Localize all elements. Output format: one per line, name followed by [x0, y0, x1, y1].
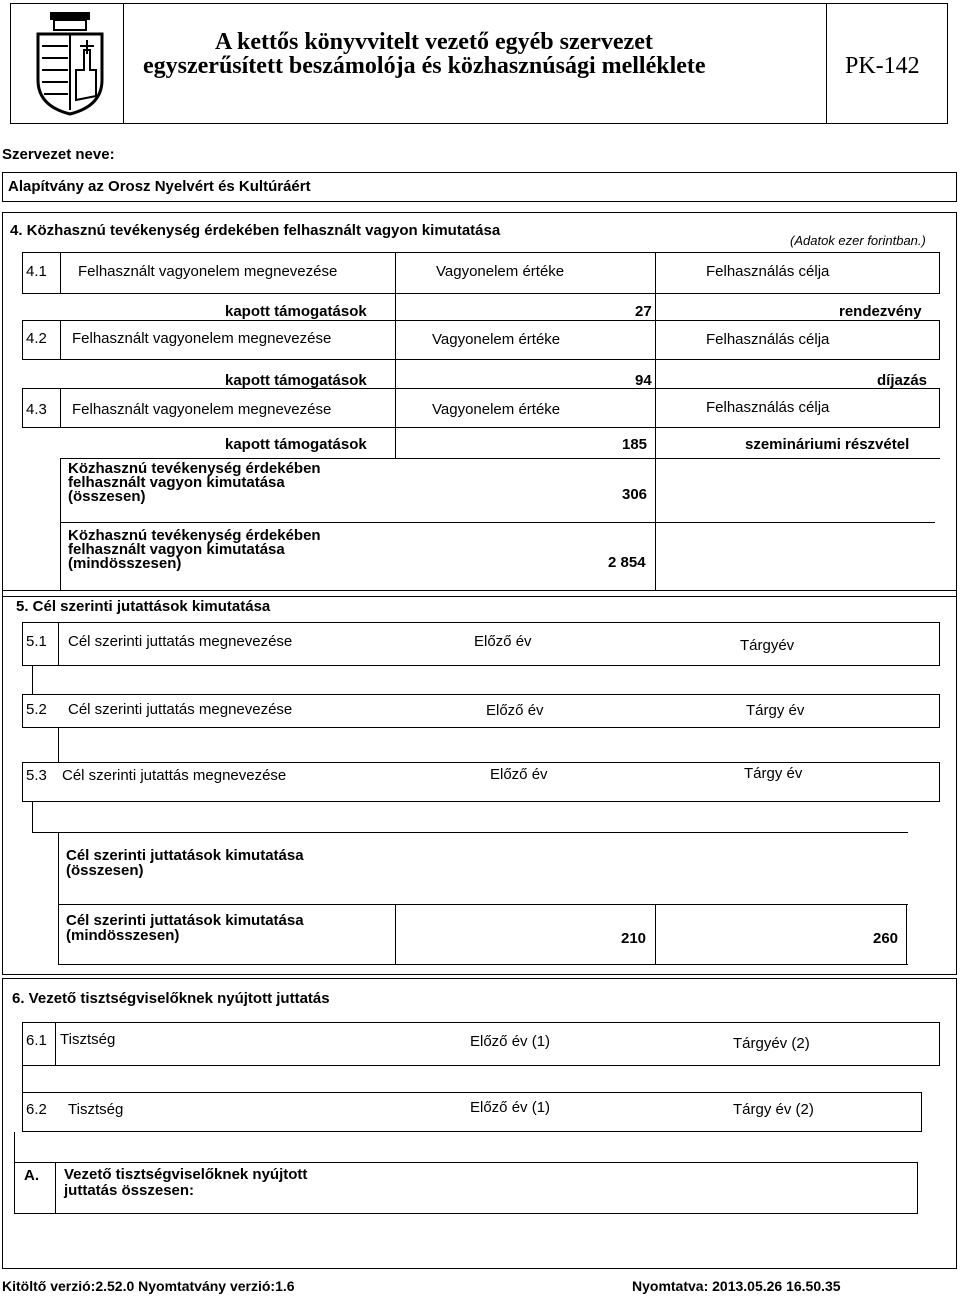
section4-total-label-3: (összesen) — [68, 488, 146, 505]
divider — [58, 728, 59, 762]
section4-total-label-1: Közhasznú tevékenység érdekében — [68, 460, 321, 477]
form-title-line2: egyszerűsített beszámolója és közhasznúsági melléklete — [143, 53, 706, 79]
col-purpose-header: Felhasználás célja — [706, 399, 830, 416]
divider — [655, 458, 656, 590]
divider — [395, 904, 396, 964]
section4-grand-label-1: Közhasznú tevékenység érdekében — [68, 527, 321, 544]
row-number: 4.1 — [26, 263, 47, 280]
header-divider-right — [826, 3, 827, 124]
divider — [655, 904, 656, 964]
col-prev-header: Előző év — [474, 633, 532, 650]
section4-grand-label-3: (mindösszesen) — [68, 555, 182, 572]
asset-name: kapott támogatások — [225, 303, 367, 320]
row-number: 5.1 — [26, 633, 47, 650]
divider — [60, 458, 940, 459]
row-number: 5.3 — [26, 767, 47, 784]
asset-name: kapott támogatások — [225, 436, 367, 453]
divider — [60, 388, 61, 428]
org-label: Szervezet neve: — [2, 146, 115, 163]
section6-sum-label-2: juttatás összesen: — [64, 1182, 195, 1199]
divider — [395, 388, 396, 428]
org-name: Alapítvány az Orosz Nyelvért és Kultúráért — [8, 178, 311, 195]
divider — [395, 428, 396, 458]
divider — [58, 904, 908, 905]
col-value-header: Vagyonelem értéke — [432, 401, 561, 418]
divider — [32, 832, 908, 833]
col-prev-header: Előző év — [486, 702, 544, 719]
section5-grand-prev: 210 — [621, 930, 647, 947]
divider — [32, 802, 33, 832]
section4-grand-value: 2 854 — [608, 554, 646, 571]
divider — [655, 360, 656, 388]
col-purpose-header: Felhasználás célja — [706, 331, 830, 348]
divider — [395, 360, 396, 388]
section5-grand-label-1: Cél szerinti juttatások kimutatása — [66, 912, 304, 929]
divider — [60, 458, 61, 590]
col-curr-header: Tárgyév — [740, 637, 795, 654]
divider — [655, 428, 656, 458]
divider — [655, 252, 656, 294]
col-name-header: Felhasznált vagyonelem megnevezése — [72, 330, 332, 347]
col-prev-header: Előző év — [490, 766, 548, 783]
section5-grand-label-2: (mindösszesen) — [66, 927, 180, 944]
form-title-line1: A kettős könyvvitelt vezető egyéb szervezet — [215, 29, 653, 55]
col-name-header: Felhasznált vagyonelem megnevezése — [72, 401, 332, 418]
col-name-header: Tisztség — [68, 1101, 124, 1118]
divider — [58, 832, 59, 964]
coat-of-arms-icon — [30, 10, 110, 118]
col-purpose-header: Felhasználás célja — [706, 263, 830, 280]
header-divider — [123, 3, 124, 124]
divider — [14, 1132, 15, 1162]
sum-row-label: A. — [24, 1167, 39, 1184]
divider — [395, 294, 396, 320]
row-number: 4.2 — [26, 330, 47, 347]
divider — [55, 1162, 56, 1214]
asset-value: 27 — [635, 303, 652, 320]
col-curr-header: Tárgy év — [746, 702, 805, 719]
divider — [58, 622, 59, 666]
col-curr-header: Tárgyév (2) — [733, 1035, 810, 1052]
section5-total-label-2: (összesen) — [66, 862, 144, 879]
section5-title: 5. Cél szerinti jutattások kimutatása — [16, 598, 271, 615]
divider — [906, 904, 907, 964]
divider — [655, 320, 656, 360]
col-curr-header: Tárgy év (2) — [733, 1101, 814, 1118]
asset-purpose: rendezvény — [839, 303, 922, 320]
divider — [60, 522, 935, 523]
col-prev-header: Előző év (1) — [470, 1033, 551, 1050]
asset-purpose: díjazás — [877, 372, 928, 389]
row-number: 6.1 — [26, 1032, 47, 1049]
divider — [395, 320, 396, 360]
col-name-header: Cél szerinti jutattás megnevezése — [62, 767, 287, 784]
divider — [60, 320, 61, 360]
section5-total-label-1: Cél szerinti juttatások kimutatása — [66, 847, 304, 864]
row-number: 5.2 — [26, 701, 47, 718]
divider — [395, 252, 396, 294]
section4-grand-label-2: felhasznált vagyon kimutatása — [68, 541, 285, 558]
col-name-header: Felhasznált vagyonelem megnevezése — [78, 263, 338, 280]
asset-purpose: szemináriumi részvétel — [745, 436, 910, 453]
section6-sum-label-1: Vezető tisztségviselőknek nyújtott — [64, 1166, 308, 1183]
form-code: PK-142 — [845, 53, 920, 79]
divider — [655, 388, 656, 428]
col-prev-header: Előző év (1) — [470, 1099, 551, 1116]
section4-note: (Adatok ezer forintban.) — [790, 233, 926, 248]
section4-total-value: 306 — [622, 486, 648, 503]
col-name-header: Cél szerinti juttatás megnevezése — [68, 633, 293, 650]
col-curr-header: Tárgy év — [744, 765, 803, 782]
col-name-header: Tisztség — [60, 1031, 116, 1048]
col-value-header: Vagyonelem értéke — [436, 263, 565, 280]
divider — [22, 1066, 23, 1092]
col-name-header: Cél szerinti juttatás megnevezése — [68, 701, 293, 718]
col-value-header: Vagyonelem értéke — [432, 331, 561, 348]
section5-grand-curr: 260 — [873, 930, 899, 947]
asset-name: kapott támogatások — [225, 372, 367, 389]
section4-total-label-2: felhasznált vagyon kimutatása — [68, 474, 285, 491]
row-number: 6.2 — [26, 1101, 47, 1118]
footer-printed: Nyomtatva: 2013.05.26 16.50.35 — [632, 1278, 841, 1294]
section4-title: 4. Közhasznú tevékenység érdekében felhasznált vagyon kimutatása — [10, 222, 501, 239]
row-number: 4.3 — [26, 401, 47, 418]
divider — [655, 294, 656, 320]
divider — [55, 1022, 56, 1066]
asset-value: 185 — [622, 436, 648, 453]
asset-value: 94 — [635, 372, 652, 389]
divider — [58, 964, 908, 965]
divider — [60, 252, 61, 294]
section6-title: 6. Vezető tisztségviselőknek nyújtott juttatás — [12, 990, 330, 1007]
footer-versions: Kitöltő verzió:2.52.0 Nyomtatvány verzió:1.6 — [2, 1278, 295, 1294]
divider — [32, 666, 33, 694]
